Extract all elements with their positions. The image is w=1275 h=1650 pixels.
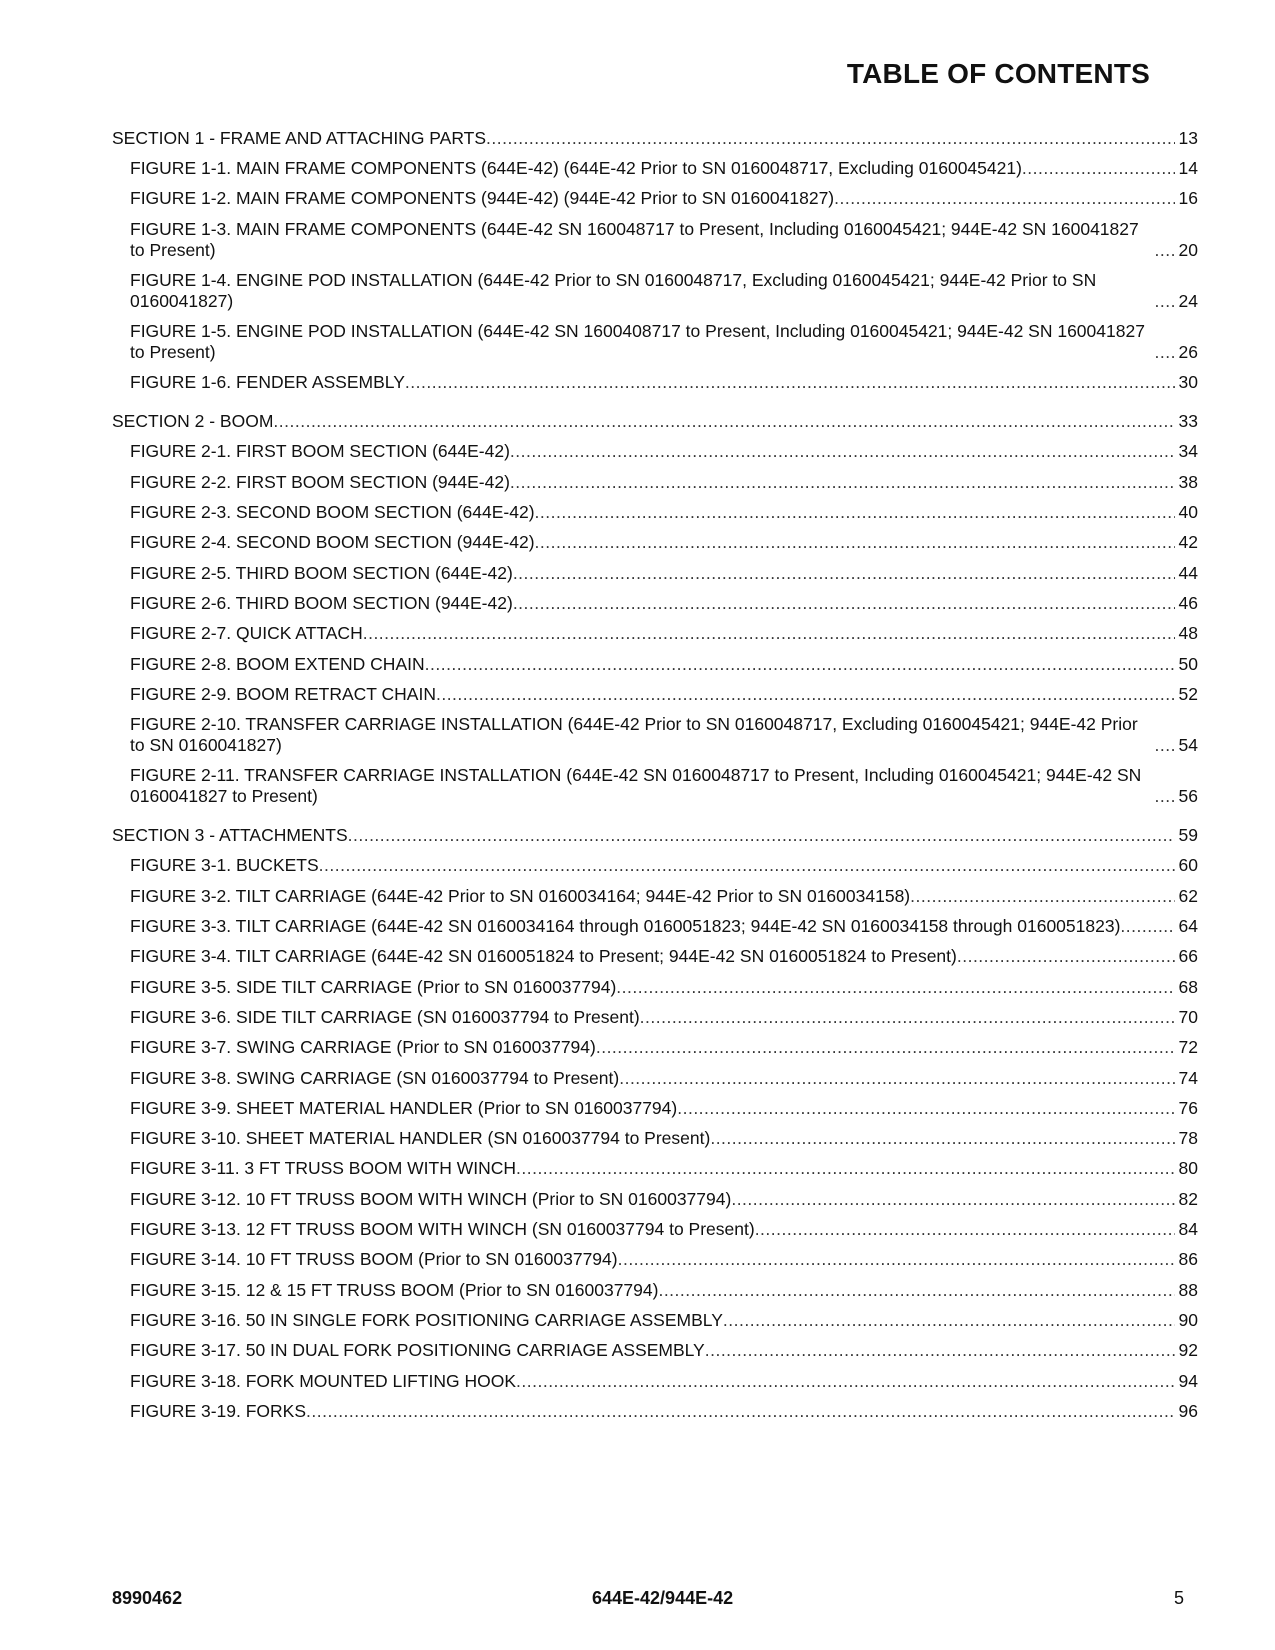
toc-entry-title: FIGURE 3-2. TILT CARRIAGE (644E-42 Prior to SN 0160034164; 944E-42 Prior to SN 0160034158)	[130, 885, 911, 906]
toc-entry-page: 46	[1178, 592, 1198, 613]
toc-entry-page: 80	[1178, 1158, 1198, 1179]
toc-figure-entry[interactable]	[112, 1310, 1198, 1331]
toc-entry-title: FIGURE 1-6. FENDER ASSEMBLY	[130, 372, 405, 393]
toc-entry-page: 26	[1178, 342, 1198, 363]
toc-entry-title: FIGURE 1-4. ENGINE POD INSTALLATION (644E-42 Prior to SN 0160048717, Excluding 0160045421; 944E-42 Prior to SN 0160041827)	[130, 269, 1097, 311]
toc-section-entry[interactable]	[112, 825, 1198, 846]
toc-entry-page: 96	[1178, 1400, 1198, 1421]
toc-figure-entry[interactable]	[112, 916, 1198, 937]
dot-leader	[535, 502, 1175, 523]
toc-entry-title: FIGURE 3-8. SWING CARRIAGE (SN 0160037794 to Present)	[130, 1067, 620, 1088]
page-title: TABLE OF CONTENTS	[846, 58, 1150, 89]
dot-leader	[1155, 291, 1175, 312]
toc-entry-page: 52	[1178, 683, 1198, 704]
toc-entry-title: FIGURE 2-10. TRANSFER CARRIAGE INSTALLATION (644E-42 Prior to SN 0160048717, Excluding 0160045421; 944E-42 Prior to SN 0160041827)	[130, 714, 1138, 756]
dot-leader	[348, 825, 1175, 846]
toc-entry-page: 16	[1178, 188, 1198, 209]
toc-figure-entry[interactable]	[112, 472, 1198, 493]
toc-entry-title: FIGURE 3-16. 50 IN SINGLE FORK POSITIONING CARRIAGE ASSEMBLY	[130, 1309, 723, 1330]
dot-leader	[516, 1371, 1175, 1392]
toc-entry-page: 84	[1178, 1219, 1198, 1240]
toc-figure-entry[interactable]	[112, 1007, 1198, 1028]
toc-figure-entry[interactable]	[112, 1189, 1198, 1210]
dot-leader	[658, 1280, 1174, 1301]
toc-entry-title: FIGURE 2-4. SECOND BOOM SECTION (944E-42)	[130, 532, 535, 553]
toc-entry-title: FIGURE 1-5. ENGINE POD INSTALLATION (644E-42 SN 1600408717 to Present, Including 0160045421; 944E-42 SN 160041827 to Present)	[130, 321, 1145, 363]
toc-entry-title: FIGURE 3-4. TILT CARRIAGE (644E-42 SN 0160051824 to Present; 944E-42 SN 0160051824 to Present)	[130, 946, 957, 967]
toc-entry-title: FIGURE 1-3. MAIN FRAME COMPONENTS (644E-42 SN 160048717 to Present, Including 0160045421; 944E-42 SN 160041827 to Present)	[130, 218, 1139, 260]
dot-leader	[619, 1068, 1174, 1089]
dot-leader	[677, 1098, 1174, 1119]
toc-entry-title: SECTION 3 - ATTACHMENTS	[112, 825, 348, 846]
toc-entry-page: 38	[1178, 471, 1198, 492]
toc-entry-title: FIGURE 3-15. 12 & 15 FT TRUSS BOOM (Prior to SN 0160037794)	[130, 1279, 659, 1300]
toc-figure-entry[interactable]	[112, 684, 1198, 705]
toc-entry-page: 13	[1178, 128, 1198, 148]
dot-leader	[910, 886, 1174, 907]
toc-entry-page: 62	[1178, 885, 1198, 906]
toc-entry-title: FIGURE 3-6. SIDE TILT CARRIAGE (SN 0160037794 to Present)	[130, 1006, 640, 1027]
toc-entry-title: FIGURE 3-13. 12 FT TRUSS BOOM WITH WINCH (SN 0160037794 to Present)	[130, 1219, 755, 1240]
dot-leader	[731, 1189, 1174, 1210]
toc-entry-title: SECTION 1 - FRAME AND ATTACHING PARTS	[112, 128, 487, 148]
toc-figure-entry[interactable]	[112, 1219, 1198, 1240]
toc-entry-title: FIGURE 2-7. QUICK ATTACH	[130, 623, 363, 644]
toc-entry-page: 50	[1178, 653, 1198, 674]
toc-figure-entry[interactable]	[112, 1401, 1198, 1422]
dot-leader	[1155, 342, 1175, 363]
toc-figure-entry[interactable]	[112, 270, 1198, 312]
dot-leader	[516, 1158, 1175, 1179]
toc-entry-page: 70	[1178, 1006, 1198, 1027]
dot-leader	[513, 593, 1175, 614]
toc-entry-page: 86	[1178, 1249, 1198, 1270]
toc-entry-title: FIGURE 3-1. BUCKETS	[130, 855, 319, 876]
toc-entry-title: FIGURE 2-6. THIRD BOOM SECTION (944E-42)	[130, 592, 513, 613]
dot-leader	[306, 1401, 1175, 1422]
toc-figure-entry[interactable]	[112, 1280, 1198, 1301]
toc-section-entry[interactable]	[112, 128, 1198, 149]
toc-entry-title: FIGURE 3-19. FORKS	[130, 1400, 307, 1421]
toc-entry-title: FIGURE 2-9. BOOM RETRACT CHAIN	[130, 683, 436, 704]
toc-figure-entry[interactable]	[112, 1037, 1198, 1058]
dot-leader	[596, 1037, 1175, 1058]
toc-figure-entry[interactable]	[112, 321, 1198, 363]
toc-figure-entry[interactable]	[112, 1340, 1198, 1361]
toc-entry-page: 64	[1178, 916, 1198, 937]
toc-entry-page: 54	[1178, 735, 1198, 756]
dot-leader	[1120, 916, 1174, 937]
toc-figure-entry[interactable]	[112, 188, 1198, 209]
dot-leader	[640, 1007, 1175, 1028]
toc-entry-page: 59	[1178, 825, 1198, 846]
toc-entry-page: 40	[1178, 502, 1198, 523]
toc-figure-entry[interactable]	[112, 1158, 1198, 1179]
footer-model: 644E-42/944E-42	[592, 1588, 734, 1608]
toc-figure-entry[interactable]	[112, 765, 1198, 807]
toc-figure-entry[interactable]	[112, 714, 1198, 756]
toc-figure-entry[interactable]	[112, 563, 1198, 584]
toc-figure-entry[interactable]	[112, 532, 1198, 553]
toc-entry-title: FIGURE 2-8. BOOM EXTEND CHAIN	[130, 653, 425, 674]
toc-figure-entry[interactable]	[112, 855, 1198, 876]
toc-entry-title: FIGURE 3-18. FORK MOUNTED LIFTING HOOK	[130, 1370, 517, 1391]
toc-figure-entry[interactable]	[112, 1249, 1198, 1270]
toc-entry-page: 56	[1178, 786, 1198, 807]
toc-entry-title: FIGURE 3-3. TILT CARRIAGE (644E-42 SN 0160034164 through 0160051823; 944E-42 SN 0160034158 through 0160051823)	[130, 916, 1121, 937]
toc-entry-title: FIGURE 3-5. SIDE TILT CARRIAGE (Prior to SN 0160037794)	[130, 976, 617, 997]
toc-entry-page: 72	[1178, 1037, 1198, 1058]
toc-figure-entry[interactable]	[112, 158, 1198, 179]
dot-leader	[618, 1249, 1175, 1270]
toc-entry-page: 33	[1178, 411, 1198, 432]
toc-entry-page: 68	[1178, 976, 1198, 997]
toc-entry-page: 20	[1178, 239, 1198, 260]
toc-figure-entry[interactable]	[112, 946, 1198, 967]
dot-leader	[1155, 240, 1175, 261]
toc-entry-title: FIGURE 3-9. SHEET MATERIAL HANDLER (Prior to SN 0160037794)	[130, 1097, 678, 1118]
toc-entry-page: 90	[1178, 1309, 1198, 1330]
toc-figure-entry[interactable]	[112, 593, 1198, 614]
toc-figure-entry[interactable]	[112, 1371, 1198, 1392]
dot-leader	[1022, 158, 1175, 179]
footer-page-number: 5	[1173, 1588, 1184, 1608]
toc-entry-title: FIGURE 3-17. 50 IN DUAL FORK POSITIONING CARRIAGE ASSEMBLY	[130, 1340, 705, 1361]
dot-leader	[363, 623, 1175, 644]
toc-entry-title: FIGURE 1-1. MAIN FRAME COMPONENTS (644E-42) (644E-42 Prior to SN 0160048717, Excluding 0160045421)	[130, 158, 1022, 178]
toc-entry-title: FIGURE 2-1. FIRST BOOM SECTION (644E-42)	[130, 441, 510, 462]
toc-entry-title: FIGURE 2-2. FIRST BOOM SECTION (944E-42)	[130, 471, 510, 492]
dot-leader	[755, 1219, 1175, 1240]
dot-leader	[273, 411, 1174, 432]
toc-entry-page: 42	[1178, 532, 1198, 553]
toc-entry-title: FIGURE 3-12. 10 FT TRUSS BOOM WITH WINCH (Prior to SN 0160037794)	[130, 1188, 732, 1209]
toc-entry-title: FIGURE 2-5. THIRD BOOM SECTION (644E-42)	[130, 562, 513, 583]
toc-figure-entry[interactable]	[112, 623, 1198, 644]
dot-leader	[510, 441, 1175, 462]
toc-figure-entry[interactable]	[112, 1128, 1198, 1149]
dot-leader	[510, 472, 1175, 493]
dot-leader	[425, 654, 1175, 675]
dot-leader	[834, 188, 1174, 209]
toc-figure-entry[interactable]	[112, 441, 1198, 462]
toc-entry-title: FIGURE 3-11. 3 FT TRUSS BOOM WITH WINCH	[130, 1158, 516, 1179]
toc-figure-entry[interactable]	[112, 977, 1198, 998]
dot-leader	[1155, 786, 1175, 807]
toc-figure-entry[interactable]	[112, 219, 1198, 261]
toc-figure-entry[interactable]	[112, 1068, 1198, 1089]
dot-leader	[513, 563, 1175, 584]
toc-figure-entry[interactable]	[112, 502, 1198, 523]
dot-leader	[535, 532, 1175, 553]
toc-figure-entry[interactable]	[112, 1098, 1198, 1119]
toc-entry-page: 60	[1178, 855, 1198, 876]
toc-entry-title: FIGURE 2-3. SECOND BOOM SECTION (644E-42)	[130, 502, 535, 523]
toc-figure-entry[interactable]	[112, 654, 1198, 675]
footer-part-number: 8990462	[112, 1588, 183, 1608]
toc-figure-entry[interactable]	[112, 886, 1198, 907]
toc-entry-title: FIGURE 3-7. SWING CARRIAGE (Prior to SN 0160037794)	[130, 1037, 596, 1058]
dot-leader	[705, 1340, 1175, 1361]
toc-entry-title: FIGURE 2-11. TRANSFER CARRIAGE INSTALLATION (644E-42 SN 0160048717 to Present, Including 0160045421; 944E-42 SN 0160041827 to Present)	[130, 765, 1142, 807]
toc-entry-title: FIGURE 3-10. SHEET MATERIAL HANDLER (SN 0160037794 to Present)	[130, 1128, 711, 1149]
toc-entry-page: 88	[1178, 1279, 1198, 1300]
toc-list	[112, 128, 1198, 1431]
toc-entry-page: 94	[1178, 1370, 1198, 1391]
toc-entry-page: 44	[1178, 562, 1198, 583]
dot-leader	[957, 946, 1175, 967]
toc-entry-page: 34	[1178, 441, 1198, 462]
dot-leader	[405, 372, 1175, 393]
toc-entry-page: 14	[1178, 158, 1198, 178]
dot-leader	[1155, 735, 1175, 756]
toc-entry-title: FIGURE 3-14. 10 FT TRUSS BOOM (Prior to SN 0160037794)	[130, 1249, 618, 1270]
toc-entry-page: 24	[1178, 290, 1198, 311]
toc-entry-page: 82	[1178, 1188, 1198, 1209]
dot-leader	[616, 977, 1174, 998]
toc-figure-entry[interactable]	[112, 372, 1198, 393]
dot-leader	[319, 855, 1175, 876]
toc-entry-page: 76	[1178, 1097, 1198, 1118]
dot-leader	[710, 1128, 1174, 1149]
dot-leader	[436, 684, 1175, 705]
toc-entry-title: FIGURE 1-2. MAIN FRAME COMPONENTS (944E-42) (944E-42 Prior to SN 0160041827)	[130, 188, 835, 209]
toc-entry-title: SECTION 2 - BOOM	[112, 411, 274, 432]
toc-entry-page: 74	[1178, 1067, 1198, 1088]
toc-entry-page: 30	[1178, 372, 1198, 393]
toc-entry-page: 66	[1178, 946, 1198, 967]
toc-section-entry[interactable]	[112, 411, 1198, 432]
dot-leader	[486, 128, 1175, 149]
dot-leader	[723, 1310, 1175, 1331]
toc-entry-page: 78	[1178, 1128, 1198, 1149]
toc-entry-page: 48	[1178, 623, 1198, 644]
toc-entry-page: 92	[1178, 1340, 1198, 1361]
